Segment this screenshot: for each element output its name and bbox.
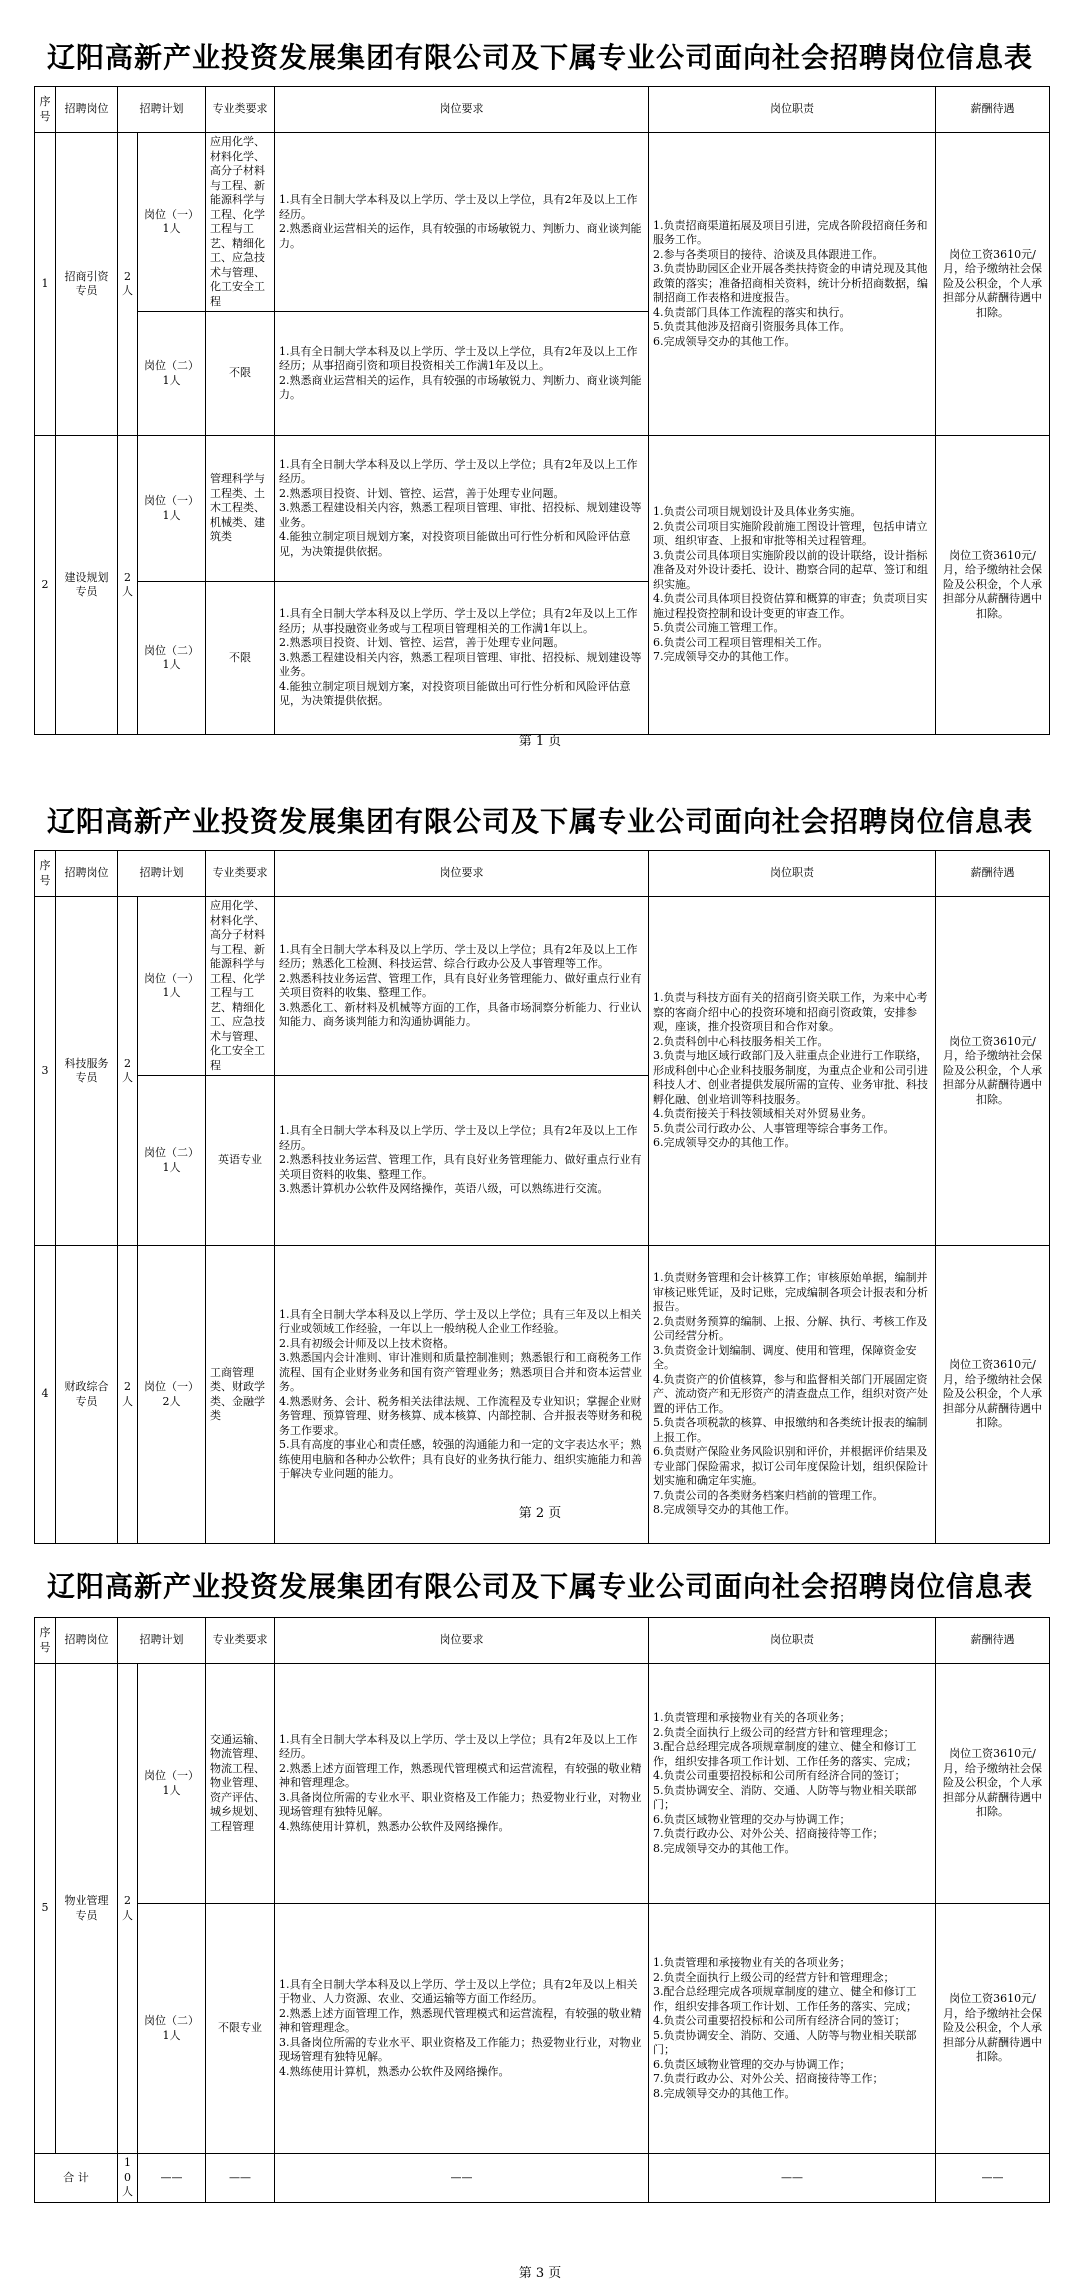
table-header-row <box>35 1618 1050 1664</box>
page-title: 辽阳高新产业投资发展集团有限公司及下属专业公司面向社会招聘岗位信息表 <box>46 1570 1033 1603</box>
row-position-name: 物业管理专员 <box>56 1664 118 2154</box>
position-requirement: 1.具有全日制大学本科及以上学历、学士及以上学位；具有三年及以上相关行业或领域工作经验，一年以上一般纳税人企业工作经验。 2.具有初级会计师及以上技术资格。 3.熟悉国内会计准则、审计准则和质量控制准则；熟悉银行和工商税务工作流程、国有企业财务业务和国有资产管理业务；熟悉项目合并和资本运营业务。 4.熟悉财务、会计、税务相关法律法规、工作流程及专业知识；掌握企业财务管理、预算管理、财务核算、成本核算、内部控制、合并报表等财务和税务工作要求。 5.具有高度的事业心和责任感，较强的沟通能力和一定的文字表达水平；熟练使用电脑和各种办公软件；具有良好的业务执行能力、组织实施能力和善于解决专业问题的能力。 <box>275 1246 649 1544</box>
row-total: 2人 <box>118 1246 138 1544</box>
position-duty: 1.负责公司项目规划设计及具体业务实施。 2.负责公司项目实施阶段前施工图设计管理，包括申请立项、组织审查、上报和审批等相关过程管理。 3.负责公司具体项目实施阶段以前的设计联络，设计指标准备及对外设计委托、设计、勘察合同的起草、签订和组织实施。 4.负责公司具体项目投资估算和概算的审查；负责项目实施过程投资控制和设计变更的审查工作。 5.负责公司施工管理工作。 6.负责公司工程项目管理相关工作。 7.完成领导交办的其他工作。 <box>649 436 936 735</box>
position-requirement: 1.具有全日制大学本科及以上学历、学士及以上学位；具有2年及以上工作经历；熟悉化工检测、科技运营、综合行政办公及人事管理等工作。 2.熟悉科技业务运营、管理工作，具有良好业务管理能力、做好重点行业有关项目资料的收集、整理工作。 3.熟悉化工、新材料及机械等方面的工作，具备市场洞察分析能力、行业认知能力、商务谈判能力和沟通协调能力。 <box>275 897 649 1076</box>
header-duty: 岗位职责 <box>649 851 936 897</box>
sub-position: 岗位（一）1人 <box>138 1664 206 1904</box>
major-requirement: 工商管理类、财政学类、金融学类 <box>206 1246 275 1544</box>
header-req: 岗位要求 <box>275 1618 649 1664</box>
header-major: 专业类要求 <box>206 1618 275 1664</box>
position-duty: 1.负责招商渠道拓展及项目引进，完成各阶段招商任务和服务工作。 2.参与各类项目的接待、洽谈及具体跟进工作。 3.负责协助园区企业开展各类扶持资金的申请兑现及其他政策的落实；准备招商相关资料，统计分析招商数据，编制招商工作表格和进度报告。 4.负责部门具体工作流程的落实和执行。 5.负责其他涉及招商引资服务具体工作。 6.完成领导交办的其他工作。 <box>649 133 936 436</box>
position-requirement: 1.具有全日制大学本科及以上学历、学士及以上学位；具有2年及以上工作经历；从事投融资业务或与工程项目管理相关的工作满1年以上。 2.熟悉项目投资、计划、管控、运营，善于处理专业问题。 3.熟悉工程建设相关内容，熟悉工程项目管理、审批、招投标、规划建设等业务。 4.能独立制定项目规划方案，对投资项目能做出可行性分析和风险评估意见，为决策提供依据。 <box>275 582 649 735</box>
row-seq: 4 <box>35 1246 56 1544</box>
position-requirement: 1.具有全日制大学本科及以上学历、学士及以上学位；具有2年及以上工作经历。 2.熟悉项目投资、计划、管控、运营，善于处理专业问题。 3.熟悉工程建设相关内容，熟悉工程项目管理、审批、招投标、规划建设等业务。 4.能独立制定项目规划方案，对投资项目能做出可行性分析和风险评估意见，为决策提供依据。 <box>275 436 649 582</box>
table-row <box>35 897 1050 1076</box>
header-major: 专业类要求 <box>206 851 275 897</box>
total-dash: —— <box>138 2154 206 2203</box>
major-requirement: 不限 <box>206 312 275 436</box>
page-title: 辽阳高新产业投资发展集团有限公司及下属专业公司面向社会招聘岗位信息表 <box>46 805 1033 838</box>
recruitment-table-page-1 <box>34 86 1050 735</box>
salary: 岗位工资3610元/月，给予缴纳社会保险及公积金，个人承担部分从薪酬待遇中扣除。 <box>936 133 1050 436</box>
row-total: 2人 <box>118 133 138 436</box>
page-number: 第 3 页 <box>518 2266 562 2281</box>
row-seq: 2 <box>35 436 56 735</box>
header-plan: 招聘计划 <box>118 1618 206 1664</box>
major-requirement: 不限 <box>206 582 275 735</box>
row-position-name: 建设规划专员 <box>56 436 118 735</box>
table-row <box>35 1664 1050 1904</box>
row-total: 2人 <box>118 897 138 1246</box>
position-requirement: 1.具有全日制大学本科及以上学历、学士及以上学位；具有2年及以上相关于物业、人力资源、农业、交通运输等方面工作经历。 2.熟悉上述方面管理工作，熟悉现代管理模式和运营流程，有较强的敬业精神和管理理念。 3.具备岗位所需的专业水平、职业资格及工作能力；热爱物业行业，对物业现场管理有独特见解。 4.熟练使用计算机，熟悉办公软件及网络操作。 <box>275 1904 649 2154</box>
sub-position: 岗位（一）1人 <box>138 133 206 312</box>
sub-position: 岗位（一）1人 <box>138 897 206 1076</box>
sub-position: 岗位（一）2人 <box>138 1246 206 1544</box>
header-seq: 序号 <box>35 1618 56 1664</box>
position-requirement: 1.具有全日制大学本科及以上学历、学士及以上学位；具有2年及以上工作经历。 2.熟悉科技业务运营、管理工作，具有良好业务管理能力、做好重点行业有关项目资料的收集、整理工作。 3.熟悉计算机办公软件及网络操作，英语八级，可以熟练进行交流。 <box>275 1076 649 1246</box>
header-req: 岗位要求 <box>275 87 649 133</box>
salary: 岗位工资3610元/月，给予缴纳社会保险及公积金，个人承担部分从薪酬待遇中扣除。 <box>936 1904 1050 2154</box>
row-seq: 5 <box>35 1664 56 2154</box>
header-position: 招聘岗位 <box>56 1618 118 1664</box>
row-position-name: 招商引资专员 <box>56 133 118 436</box>
salary: 岗位工资3610元/月，给予缴纳社会保险及公积金，个人承担部分从薪酬待遇中扣除。 <box>936 897 1050 1246</box>
header-salary: 薪酬待遇 <box>936 1618 1050 1664</box>
header-duty: 岗位职责 <box>649 1618 936 1664</box>
row-position-name: 财政综合专员 <box>56 1246 118 1544</box>
table-header-row <box>35 87 1050 133</box>
header-duty: 岗位职责 <box>649 87 936 133</box>
salary: 岗位工资3610元/月，给予缴纳社会保险及公积金，个人承担部分从薪酬待遇中扣除。 <box>936 436 1050 735</box>
sub-position: 岗位（二）1人 <box>138 1076 206 1246</box>
header-salary: 薪酬待遇 <box>936 851 1050 897</box>
header-salary: 薪酬待遇 <box>936 87 1050 133</box>
header-major: 专业类要求 <box>206 87 275 133</box>
major-requirement: 英语专业 <box>206 1076 275 1246</box>
table-header-row <box>35 851 1050 897</box>
header-plan: 招聘计划 <box>118 87 206 133</box>
sub-position: 岗位（二）1人 <box>138 582 206 735</box>
table-row <box>35 133 1050 312</box>
row-total: 2人 <box>118 436 138 735</box>
total-count: 10人 <box>118 2154 138 2203</box>
salary: 岗位工资3610元/月，给予缴纳社会保险及公积金，个人承担部分从薪酬待遇中扣除。 <box>936 1246 1050 1544</box>
recruitment-table-page-3 <box>34 1617 1050 2203</box>
row-seq: 1 <box>35 133 56 436</box>
total-dash: —— <box>649 2154 936 2203</box>
table-row <box>35 1904 1050 2154</box>
major-requirement: 应用化学、材料化学、高分子材料与工程、新能源科学与工程、化学工程与工艺、精细化工、应急技术与管理、化工安全工程 <box>206 897 275 1076</box>
total-dash: —— <box>206 2154 275 2203</box>
major-requirement: 应用化学、材料化学、高分子材料与工程、新能源科学与工程、化学工程与工艺、精细化工、应急技术与管理、化工安全工程 <box>206 133 275 312</box>
table-row <box>35 1246 1050 1544</box>
header-plan: 招聘计划 <box>118 851 206 897</box>
salary: 岗位工资3610元/月，给予缴纳社会保险及公积金，个人承担部分从薪酬待遇中扣除。 <box>936 1664 1050 1904</box>
major-requirement: 管理科学与工程类、土木工程类、机械类、建筑类 <box>206 436 275 582</box>
position-requirement: 1.具有全日制大学本科及以上学历、学士及以上学位；具有2年及以上工作经历。 2.熟悉上述方面管理工作，熟悉现代管理模式和运营流程，有较强的敬业精神和管理理念。 3.具备岗位所需的专业水平、职业资格及工作能力；热爱物业行业，对物业现场管理有独特见解。 4.熟练使用计算机，熟悉办公软件及网络操作。 <box>275 1664 649 1904</box>
major-requirement: 交通运输、物流管理、物流工程、物业管理、资产评估、城乡规划、工程管理 <box>206 1664 275 1904</box>
recruitment-table-page-2 <box>34 850 1050 1544</box>
sub-position: 岗位（一）1人 <box>138 436 206 582</box>
position-duty: 1.负责管理和承接物业有关的各项业务； 2.负责全面执行上级公司的经营方针和管理理念； 3.配合总经理完成各项规章制度的建立、健全和修订工作，组织安排各项工作计划、工作任务的落实、完成； 4.负责公司重要招投标和公司所有经济合同的签订； 5.负责协调安全、消防、交通、人防等与物业相关联部门； 6.负责区域物业管理的交办与协调工作； 7.负责行政办公、对外公关、招商接待等工作； 8.完成领导交办的其他工作。 <box>649 1904 936 2154</box>
total-label: 合 计 <box>35 2154 118 2203</box>
position-duty: 1.负责与科技方面有关的招商引资关联工作，为来中心考察的客商介绍中心的投资环境和招商引资政策，安排参观，座谈，推介投资项目和合作对象。 2.负责科创中心科技服务相关工作。 3.负责与地区域行政部门及入驻重点企业进行工作联络，形成科创中心企业科技服务制度，为重点企业和公司引进科技人才、创业者提供发展所需的宣传、业务审批、科技孵化融、创业培训等科技服务。 4.负责衔接关于科技领域相关对外贸易业务。 5.负责公司行政办公、人事管理等综合事务工作。 6.完成领导交办的其他工作。 <box>649 897 936 1246</box>
page-title: 辽阳高新产业投资发展集团有限公司及下属专业公司面向社会招聘岗位信息表 <box>46 41 1033 74</box>
row-position-name: 科技服务专员 <box>56 897 118 1246</box>
header-seq: 序号 <box>35 87 56 133</box>
page-number: 第 1 页 <box>518 734 562 749</box>
total-dash: —— <box>936 2154 1050 2203</box>
header-position: 招聘岗位 <box>56 87 118 133</box>
total-row <box>35 2154 1050 2203</box>
major-requirement: 不限专业 <box>206 1904 275 2154</box>
header-seq: 序号 <box>35 851 56 897</box>
table-row <box>35 436 1050 582</box>
page-number: 第 2 页 <box>518 1506 562 1521</box>
header-position: 招聘岗位 <box>56 851 118 897</box>
sub-position: 岗位（二）1人 <box>138 312 206 436</box>
position-requirement: 1.具有全日制大学本科及以上学历、学士及以上学位，具有2年及以上工作经历；从事招商引资和项目投资相关工作满1年及以上。 2.熟悉商业运营相关的运作，具有较强的市场敏锐力、判断力、商业谈判能力。 <box>275 312 649 436</box>
position-duty: 1.负责财务管理和会计核算工作；审核原始单据，编制并审核记账凭证，及时记账，完成编制各项会计报表和分析报告。 2.负责财务预算的编制、上报、分解、执行、考核工作及公司经营分析。 3.负责资金计划编制、调度、使用和管理，保障资金安全。 4.负责资产的价值核算，参与和监督相关部门开展固定资产、流动资产和无形资产的清查盘点工作，组织对资产处置的评估工作。 5.负责各项税款的核算、申报缴纳和各类统计报表的编制上报工作。 6.负责财产保险业务风险识别和评价，并根据评价结果及专业部门保险需求，拟订公司年度保险计划，组织保险计划实施和确定年实施。 7.负责公司的各类财务档案归档前的管理工作。 8.完成领导交办的其他工作。 <box>649 1246 936 1544</box>
row-seq: 3 <box>35 897 56 1246</box>
sub-position: 岗位（二）1人 <box>138 1904 206 2154</box>
total-dash: —— <box>275 2154 649 2203</box>
position-requirement: 1.具有全日制大学本科及以上学历、学士及以上学位，具有2年及以上工作经历。 2.熟悉商业运营相关的运作，具有较强的市场敏锐力、判断力、商业谈判能力。 <box>275 133 649 312</box>
row-total: 2人 <box>118 1664 138 2154</box>
position-duty: 1.负责管理和承接物业有关的各项业务； 2.负责全面执行上级公司的经营方针和管理理念； 3.配合总经理完成各项规章制度的建立、健全和修订工作，组织安排各项工作计划、工作任务的落实、完成； 4.负责公司重要招投标和公司所有经济合同的签订； 5.负责协调安全、消防、交通、人防等与物业相关联部门； 6.负责区域物业管理的交办与协调工作； 7.负责行政办公、对外公关、招商接待等工作； 8.完成领导交办的其他工作。 <box>649 1664 936 1904</box>
header-req: 岗位要求 <box>275 851 649 897</box>
